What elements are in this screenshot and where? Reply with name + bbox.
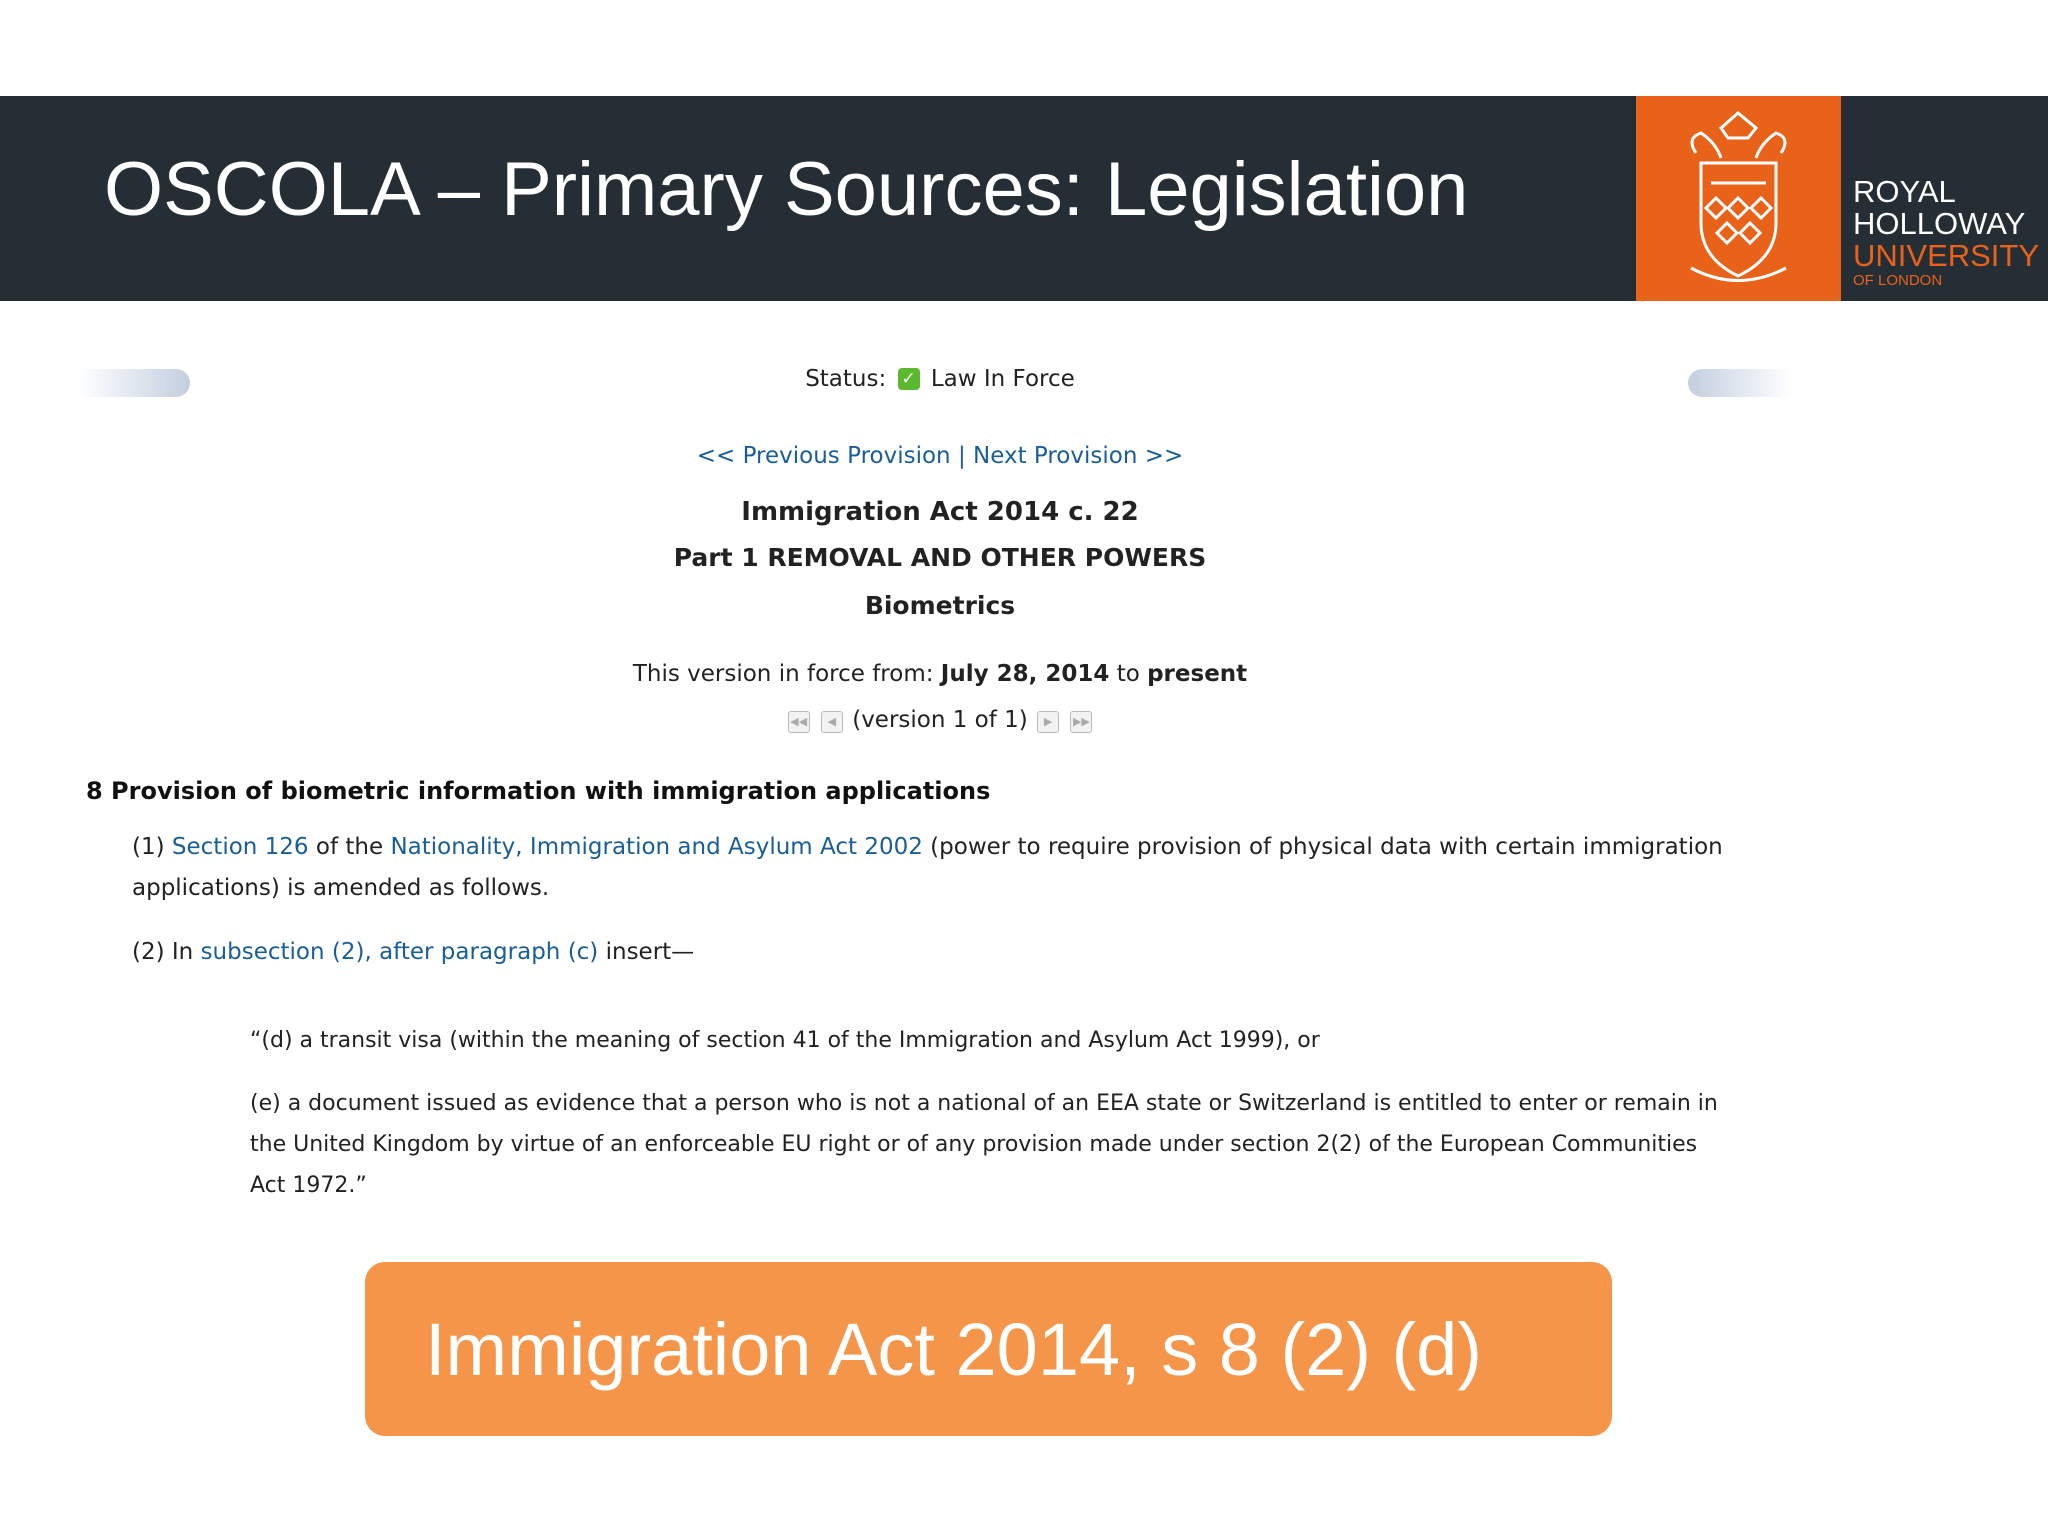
paragraph-2: [132, 932, 1772, 973]
paragraph-1: [132, 827, 1772, 909]
logo-line-royal: ROYAL: [1853, 174, 1956, 209]
university-logo-text: [1853, 176, 2039, 290]
green-check-icon: ✓: [898, 368, 920, 390]
next-version-icon[interactable]: ▶: [1037, 711, 1059, 733]
logo-line-holloway: HOLLOWAY: [1853, 206, 2026, 241]
paragraph-1-text-a: of the: [308, 834, 391, 860]
provision-navigation: [0, 443, 1880, 469]
previous-provision-link[interactable]: << Previous Provision: [696, 443, 951, 469]
subsection-link[interactable]: subsection (2), after paragraph (c): [200, 939, 599, 965]
version-counter: (version 1 of 1): [852, 707, 1028, 733]
status-value: Law In Force: [930, 366, 1075, 392]
nationality-act-link[interactable]: Nationality, Immigration and Asylum Act 2002: [390, 834, 923, 860]
version-prefix: This version in force from:: [632, 661, 934, 687]
next-provision-link[interactable]: Next Provision >>: [973, 443, 1184, 469]
logo-line-of-london: OF LONDON: [1853, 272, 1943, 289]
crossheading: Biometrics: [864, 591, 1016, 620]
version-line: [0, 661, 1880, 687]
version-navigator: [0, 707, 1880, 733]
section-126-link[interactable]: Section 126: [171, 834, 309, 860]
logo-crest-box: [1636, 96, 1841, 301]
citation-text: Immigration Act 2014, s 8 (2) (d): [425, 1308, 1482, 1391]
first-version-icon[interactable]: ◀◀: [788, 711, 810, 733]
previous-version-icon[interactable]: ◀: [821, 711, 843, 733]
version-to-value: present: [1147, 661, 1248, 687]
royal-holloway-crest-icon: [1676, 108, 1801, 288]
paragraph-2-number: (2) In: [132, 939, 194, 965]
act-title: Immigration Act 2014 c. 22: [741, 497, 1139, 527]
citation-box: [365, 1262, 1612, 1436]
logo-line-university: UNIVERSITY: [1853, 238, 2040, 273]
paragraph-2-text: insert—: [605, 939, 695, 965]
paragraph-1-text-b: (power to require provision of physical data with certain immigration applications) is amended as follows.: [132, 834, 1723, 901]
section-heading: 8 Provision of biometric information with immigration applications: [86, 777, 991, 805]
quoted-paragraph-d: “(d) a transit visa (within the meaning of section 41 of the Immigration and Asylum Act 1999), or: [250, 1028, 1320, 1053]
last-version-icon[interactable]: ▶▶: [1070, 711, 1092, 733]
paragraph-1-number: (1): [132, 834, 165, 860]
quoted-paragraph-e: (e) a document issued as evidence that a person who is not a national of an EEA state or Switzerland is entitled to enter or remain in the United Kingdom by virtue of an enforceable EU right or of any provision made under section 2(2) of the European Communities Act 1972.”: [250, 1091, 1718, 1198]
status-label: Status:: [805, 366, 887, 392]
status-line: [0, 366, 1880, 392]
slide-title: OSCOLA – Primary Sources: Legislation: [104, 147, 1469, 232]
version-to-word: to: [1116, 661, 1140, 687]
nav-separator: |: [957, 443, 966, 469]
version-from-date: July 28, 2014: [940, 661, 1110, 687]
part-title: Part 1 REMOVAL AND OTHER POWERS: [673, 543, 1207, 572]
